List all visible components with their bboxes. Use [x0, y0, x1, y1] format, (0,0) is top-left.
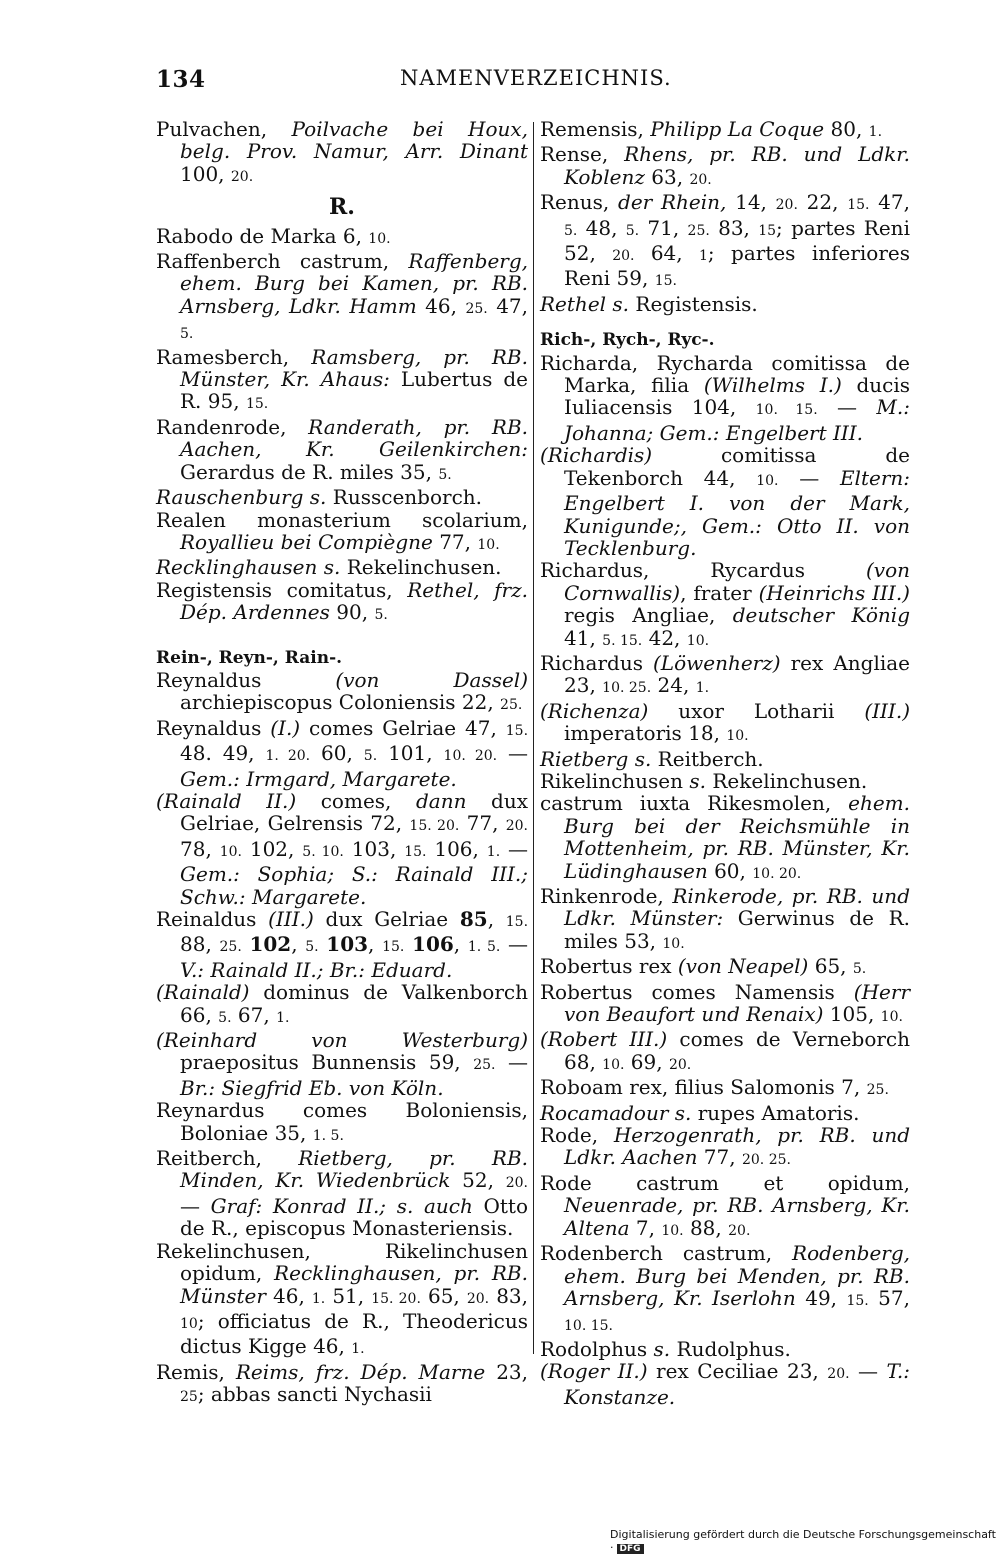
entry-text: 25.	[219, 939, 242, 956]
entry-text: Gem.: Sophia; S.: Rainald III.; Schw.: Margarete.	[180, 862, 528, 909]
index-entry	[540, 652, 910, 700]
entry-text: rex Ceciliae 23,	[647, 1359, 828, 1384]
entry-text: 10. 20.	[752, 865, 802, 882]
entry-text: comes de Verneborch 68,	[564, 1027, 910, 1074]
entry-text: V.: Rainald II.; Br.: Eduard.	[180, 957, 453, 982]
entry-text: dux Gelriae, Gelrensis 72,	[180, 788, 528, 836]
entry-text: 10. 15.	[755, 402, 818, 419]
index-entry	[540, 885, 910, 955]
entry-text: 23,	[485, 1359, 528, 1384]
group-heading: Rein-, Reyn-, Rain-.	[156, 647, 343, 668]
entry-text: 69,	[624, 1049, 669, 1074]
index-entry	[540, 191, 910, 293]
entry-text: ,	[291, 932, 306, 957]
dfg-logo: DFG	[617, 1544, 644, 1554]
entry-text: 20.	[689, 171, 712, 188]
entry-text: Rense,	[540, 142, 625, 167]
entry-text: 15.	[847, 197, 870, 214]
entry-text: Recklinghausen, pr. RB. Münster	[180, 1261, 528, 1308]
entry-text: 25.	[473, 1057, 496, 1074]
index-entry	[540, 700, 910, 748]
entry-text: 1. 20.	[265, 748, 311, 765]
entry-text: 25.	[866, 1082, 889, 1099]
entry-text: Rekelinchusen.	[340, 555, 502, 580]
entry-text: 1	[699, 248, 708, 265]
entry-text: (I.)	[270, 715, 301, 740]
running-title: NAMENVERZEICHNIS.	[400, 66, 672, 90]
entry-text: der Rhein,	[618, 190, 727, 215]
index-entry	[540, 981, 910, 1029]
index-entry	[156, 486, 528, 508]
index-entry	[156, 717, 528, 790]
entry-text: 25.	[687, 222, 710, 239]
entry-text: 10.	[726, 728, 749, 745]
entry-text: Remensis,	[540, 117, 651, 141]
entry-text: 15.	[505, 722, 529, 739]
entry-text: 10. 15.	[564, 1318, 613, 1335]
entry-text: Raffenberch castrum,	[156, 249, 409, 274]
index-entry	[156, 669, 528, 717]
entry-text: 105,	[823, 1002, 881, 1027]
entry-text: 48. 49,	[180, 741, 266, 766]
entry-text: 5.	[305, 939, 319, 956]
entry-text: Lubertus de R. 95,	[180, 367, 528, 414]
entry-text: 47,	[487, 293, 528, 318]
entry-text: 63,	[644, 164, 690, 189]
entry-text: Rodenberch castrum,	[540, 1241, 793, 1266]
entry-text: 88,	[180, 932, 220, 957]
entry-text: Reitberch,	[156, 1146, 299, 1171]
entry-text: ducis Iuliacensis 104,	[564, 373, 911, 420]
index-column-left	[156, 118, 528, 1409]
entry-text: Herzogenrath, pr. RB. und Ldkr. Aachen	[564, 1123, 911, 1170]
entry-text: 1. 5.	[312, 1127, 344, 1144]
entry-text: 15. 20.	[371, 1290, 421, 1307]
entry-text: uxor Lotharii	[648, 698, 865, 723]
entry-text: Pulvachen,	[156, 117, 292, 141]
entry-text: 5.	[852, 961, 867, 978]
entry-text: ; abbas sancti Nychasii	[197, 1382, 432, 1407]
entry-text: comitissa de Tekenborch 44,	[564, 443, 910, 490]
entry-text: Russcenborch.	[326, 485, 483, 510]
entry-text: 15.	[846, 1292, 869, 1309]
entry-text: 1.	[695, 680, 710, 697]
entry-text: 49,	[795, 1285, 847, 1310]
index-entry	[540, 559, 910, 652]
entry-text: regis Angliae,	[564, 603, 733, 628]
entry-text: Rode castrum et opidum,	[540, 1170, 910, 1195]
entry-text: Randerath, pr. RB. Aachen, Kr. Geilenkirchen:	[180, 414, 528, 462]
entry-text: rupes Amatoris.	[691, 1100, 860, 1125]
entry-text: (Roger II.)	[540, 1359, 648, 1384]
entry-text: —	[500, 836, 529, 861]
entry-text: Rietberg s.	[540, 746, 652, 771]
column-divider	[533, 122, 534, 1354]
entry-text: Reims, frz. Dép. Marne	[235, 1359, 486, 1384]
entry-text: —	[495, 1050, 529, 1075]
entry-text: 78,	[180, 836, 220, 861]
entry-text: castrum iuxta Rikesmolen,	[540, 791, 849, 816]
entry-text: dux Gelriae	[313, 907, 460, 931]
entry-text: Randenrode,	[156, 414, 309, 439]
index-entry	[540, 444, 910, 559]
entry-text: Roboam rex, filius Salomonis 7,	[540, 1075, 867, 1100]
entry-text: 5. 15.	[602, 632, 643, 649]
entry-text: 15	[758, 222, 777, 239]
entry-text: Reynaldus	[156, 715, 271, 740]
entry-text: 10.	[602, 1056, 625, 1073]
entry-text: Robertus comes Namensis	[540, 979, 854, 1004]
entry-text: —	[500, 932, 529, 957]
entry-text: Rinkenrode,	[540, 884, 673, 908]
index-entry	[540, 1102, 910, 1124]
entry-text: M.: Johanna; Gem.: Engelbert III.	[564, 395, 910, 445]
entry-text: 65,	[420, 1283, 467, 1308]
entry-text: Royallieu bei Compiègne	[180, 529, 433, 554]
entry-text: (von Neapel)	[677, 954, 809, 979]
index-entry	[540, 118, 910, 143]
entry-text: 80,	[824, 117, 869, 141]
entry-text: , frater	[680, 580, 759, 605]
entry-text: Poilvache bei Houx, belg. Prov. Namur, Arr. Dinant	[180, 117, 528, 164]
entry-text: 15.	[505, 914, 529, 930]
entry-text: deutscher König	[732, 603, 910, 628]
entry-text: 20.	[466, 1290, 490, 1307]
entry-text: 1.	[276, 1009, 290, 1026]
entry-text: (von Cornwallis)	[564, 558, 910, 605]
entry-text: —	[180, 1193, 211, 1218]
entry-text: Otto de R., episcopus Monasteriensis.	[180, 1193, 528, 1241]
entry-text: T.: Konstanze.	[564, 1359, 911, 1409]
entry-text: 5.	[363, 748, 378, 765]
entry-text: 71,	[639, 215, 688, 240]
entry-text: —	[778, 465, 840, 490]
entry-text: (von Dassel)	[335, 667, 529, 692]
entry-text: 106	[412, 932, 454, 957]
entry-text: (Robert III.)	[540, 1027, 668, 1052]
index-entry	[156, 118, 528, 188]
entry-text: 48,	[577, 215, 626, 240]
entry-text: 83,	[489, 1283, 528, 1308]
entry-text: 41,	[564, 625, 603, 650]
index-column-right	[540, 118, 910, 1408]
entry-text: 10.	[686, 632, 710, 649]
index-entry	[156, 416, 528, 486]
entry-text: s.	[653, 1336, 671, 1361]
entry-text: 10.	[662, 935, 685, 952]
entry-text: Rhens, pr. RB. und Ldkr. Koblenz	[564, 142, 910, 189]
entry-text: imperatoris 18,	[564, 721, 727, 746]
entry-text: Rode,	[540, 1123, 614, 1148]
entry-text: 20. 25.	[741, 1152, 791, 1169]
entry-text: 22,	[797, 190, 848, 215]
entry-text: 1.	[486, 843, 501, 860]
entry-text: ,	[487, 907, 506, 931]
entry-text: 10.	[756, 472, 779, 489]
index-entry	[156, 1361, 528, 1409]
index-entry	[540, 143, 910, 191]
entry-text: 20.	[775, 197, 798, 214]
entry-text: Rabodo de Marka 6,	[156, 223, 369, 248]
entry-text: ; partes Reni 52,	[564, 215, 910, 266]
entry-text: Richardus	[540, 650, 653, 675]
entry-text: (Heinrichs III.)	[758, 580, 910, 605]
entry-text: (III.)	[268, 907, 314, 931]
section-letter: R.	[329, 194, 355, 221]
entry-text: 77,	[432, 529, 478, 554]
entry-text: Reynaldus	[156, 667, 336, 692]
entry-text: Reitberch.	[651, 746, 764, 771]
entry-text: 103	[326, 932, 369, 957]
entry-text: Gerardus de R. miles 35,	[180, 459, 439, 484]
entry-text: 51,	[325, 1283, 372, 1308]
entry-text: Reinaldus	[156, 907, 269, 931]
index-entry	[156, 346, 528, 416]
entry-text: Ramesberch,	[156, 344, 312, 369]
entry-text: 20.	[827, 1366, 850, 1383]
entry-text: Rodenberg, ehem. Burg bei Menden, pr. RB. Arnsberg, Kr. Iserlohn	[564, 1241, 910, 1310]
entry-text: (Richardis)	[540, 443, 653, 468]
entry-text: Philipp La Coque	[650, 117, 825, 141]
entry-text: Rethel s.	[540, 291, 630, 316]
entry-text: 14,	[726, 190, 776, 215]
index-entry	[156, 1240, 528, 1361]
index-entry	[540, 1172, 910, 1242]
credit-text: Digitalisierung gefördert durch die Deutsche Forschungsgemeinschaft ·	[610, 1528, 996, 1554]
index-entry	[540, 792, 910, 885]
entry-text: Rudolphus.	[670, 1336, 791, 1361]
entry-text: 88,	[683, 1215, 729, 1240]
entry-text: 100,	[180, 161, 231, 186]
entry-text: 85	[459, 907, 488, 931]
entry-text: (Reinhard von Westerburg)	[156, 1028, 528, 1053]
entry-text: 102,	[241, 836, 303, 861]
index-entry	[540, 352, 910, 445]
entry-text	[404, 932, 412, 956]
entry-text: dominus de Valkenborch 66,	[180, 980, 528, 1027]
entry-text: dann	[415, 788, 467, 813]
index-entry	[156, 981, 528, 1029]
entry-text: 15.	[404, 843, 427, 860]
entry-text: Recklinghausen s.	[156, 555, 341, 580]
entry-text: Graf: Konrad II.; s. auch	[210, 1193, 473, 1218]
index-entry	[540, 955, 910, 980]
entry-text: Eltern: Engelbert I. von der Mark, Kunigunde;, Gem.: Otto II. von Tecklenburg.	[564, 465, 911, 560]
entry-text: 25	[180, 1389, 198, 1406]
entry-text: Rikelinchusen	[540, 768, 690, 793]
entry-text: 1.	[311, 1290, 326, 1307]
index-entry	[540, 1076, 910, 1101]
entry-text: 25.	[500, 697, 523, 714]
entry-text: 5.	[564, 222, 578, 239]
entry-text: 1.	[868, 124, 883, 140]
entry-text: 10. 20.	[443, 748, 498, 765]
entry-text: Raffenberg, ehem. Burg bei Kamen, pr. RB. Arnsberg, Ldkr. Hamm	[180, 249, 528, 318]
entry-text: (Rainald II.)	[156, 788, 297, 813]
index-entry	[540, 770, 910, 792]
entry-text: ; officiatus de R., Theodericus dictus Kigge 46,	[180, 1308, 528, 1359]
index-entry	[540, 293, 910, 315]
entry-text: Gerwinus de R. miles 53,	[564, 906, 910, 953]
entry-text: 46,	[265, 1283, 312, 1308]
entry-text: archiepiscopus Coloniensis 22,	[180, 690, 501, 715]
entry-text: Rekelinchusen.	[706, 768, 868, 793]
entry-text: (Löwenherz)	[653, 650, 781, 675]
entry-text: 20.	[668, 1056, 692, 1073]
entry-text: Rethel, frz. Dép. Ardennes	[180, 577, 528, 625]
entry-text: Renus,	[540, 190, 619, 215]
index-entry	[156, 1099, 528, 1147]
entry-text: 5.	[438, 466, 452, 483]
index-entry	[540, 1124, 910, 1172]
index-entry	[540, 1028, 910, 1076]
entry-text: 57,	[868, 1285, 910, 1310]
entry-text: 67,	[231, 1002, 277, 1027]
page-number: 134	[156, 66, 206, 93]
entry-text: ,	[368, 932, 383, 957]
entry-text: Richarda, Rycharda comitissa de Marka, filia	[540, 350, 910, 398]
entry-text: Rinkerode, pr. RB. und Ldkr. Münster:	[564, 884, 910, 931]
entry-text: 101,	[377, 741, 444, 766]
entry-text: 24,	[651, 673, 696, 698]
index-entry	[156, 509, 528, 557]
entry-text: 20.	[505, 818, 528, 835]
index-entry	[540, 1338, 910, 1360]
entry-text: Gem.: Irmgard, Margarete.	[180, 766, 457, 791]
entry-text: 20.	[612, 248, 635, 265]
entry-text: Richardus, Rycardus	[540, 558, 866, 583]
entry-text: 64,	[634, 241, 699, 266]
entry-text: Rietberg, pr. RB. Minden, Kr. Wiedenbrück	[180, 1146, 528, 1193]
entry-text: Rekelinchusen, Rikelinchusen opidum,	[156, 1238, 528, 1286]
entry-text: 83,	[709, 215, 759, 240]
entry-text: 5.	[180, 326, 194, 343]
index-entry	[156, 908, 528, 981]
index-entry	[156, 579, 528, 627]
group-heading: Rich-, Rych-, Ryc-.	[540, 330, 715, 351]
entry-text: 10.	[368, 230, 391, 247]
entry-text: Registensis.	[629, 291, 758, 316]
entry-text: —	[497, 741, 529, 766]
index-entry	[156, 1147, 528, 1240]
entry-text: s.	[689, 768, 707, 793]
entry-text: 10	[180, 1315, 198, 1332]
entry-text: 15.	[382, 939, 405, 956]
entry-text: Remis,	[156, 1359, 236, 1384]
entry-text: 10.	[219, 843, 242, 860]
index-entry	[156, 225, 528, 250]
entry-text: Registensis comitatus,	[156, 577, 408, 602]
index-entry	[540, 1360, 910, 1408]
entry-text: 52,	[450, 1168, 506, 1193]
entry-text: ehem. Burg bei der Reichsmühle in Mottenheim, pr. RB. Münster, Kr. Lüdinghausen	[564, 791, 910, 883]
index-entry	[540, 748, 910, 770]
entry-text: Rocamadour s.	[540, 1100, 692, 1125]
entry-text: 1. 5.	[467, 939, 501, 956]
entry-text: 90,	[329, 600, 375, 625]
entry-text: 47,	[869, 190, 910, 215]
entry-text: —	[817, 395, 877, 420]
digitization-credit	[610, 1528, 1000, 1554]
entry-text: 7,	[629, 1215, 662, 1240]
entry-text: 103,	[343, 836, 405, 861]
entry-text: 15. 20.	[409, 818, 460, 835]
entry-text: 65,	[808, 954, 853, 979]
entry-text: 5.	[218, 1009, 232, 1026]
entry-text: Neuenrade, pr. RB. Arnsberg, Kr. Altena	[564, 1193, 910, 1240]
entry-text: 20.	[230, 168, 254, 185]
entry-text: rex Angliae 23,	[564, 650, 910, 698]
entry-text: 5. 10.	[302, 843, 344, 860]
entry-text: 5.	[625, 222, 640, 239]
entry-text: 20.	[728, 1222, 751, 1239]
entry-text: ,	[453, 932, 468, 957]
entry-text: Reynardus comes Boloniensis, Boloniae 35,	[156, 1098, 528, 1145]
entry-text: —	[849, 1359, 887, 1384]
entry-text: Ramsberg, pr. RB. Münster, Kr. Ahaus:	[180, 344, 528, 392]
entry-text: 42,	[642, 625, 687, 650]
index-entry	[156, 790, 528, 908]
entry-text: 20.	[505, 1175, 528, 1192]
entry-text: comes,	[296, 788, 416, 813]
entry-text: 77,	[459, 811, 506, 836]
entry-text: Br.: Siegfrid Eb. von Köln.	[180, 1075, 444, 1100]
entry-text: 10.	[661, 1222, 684, 1239]
entry-text: (Wilhelms I.)	[703, 373, 842, 398]
entry-text: 5.	[374, 607, 388, 624]
entry-text: Robertus rex	[540, 954, 678, 979]
entry-text: 46,	[416, 293, 466, 318]
entry-text: (III.)	[864, 698, 910, 723]
entry-text: 15.	[245, 396, 269, 413]
index-entry	[156, 250, 528, 346]
entry-text: ; partes inferiores Reni 59,	[564, 241, 910, 291]
entry-text: 106,	[426, 836, 487, 861]
index-entry	[156, 556, 528, 578]
index-entry	[540, 1242, 910, 1338]
page-header	[0, 0, 1000, 110]
entry-text: (Richenza)	[540, 698, 649, 723]
entry-text: 10.	[477, 536, 500, 553]
entry-text: comes Gelriae 47,	[300, 715, 506, 740]
entry-text: (Rainald)	[156, 980, 250, 1005]
entry-text: 1.	[351, 1341, 365, 1358]
entry-text: 60,	[707, 858, 753, 883]
entry-text: Rodolphus	[540, 1336, 654, 1361]
entry-text: 25.	[465, 300, 488, 317]
entry-text: Rauschenburg s.	[156, 485, 327, 510]
entry-text: Realen monasterium scolarium,	[156, 507, 528, 532]
entry-text: 15.	[654, 273, 677, 290]
entry-text: 60,	[310, 741, 364, 766]
entry-text: (Herr von Beaufort und Renaix)	[564, 979, 910, 1027]
entry-text: 77,	[697, 1145, 742, 1170]
entry-text: 102	[249, 932, 292, 957]
entry-text: praepositus Bunnensis 59,	[180, 1050, 474, 1075]
entry-text: 10. 25.	[602, 680, 652, 697]
entry-text: 10.	[880, 1009, 903, 1026]
index-entry	[156, 1029, 528, 1099]
